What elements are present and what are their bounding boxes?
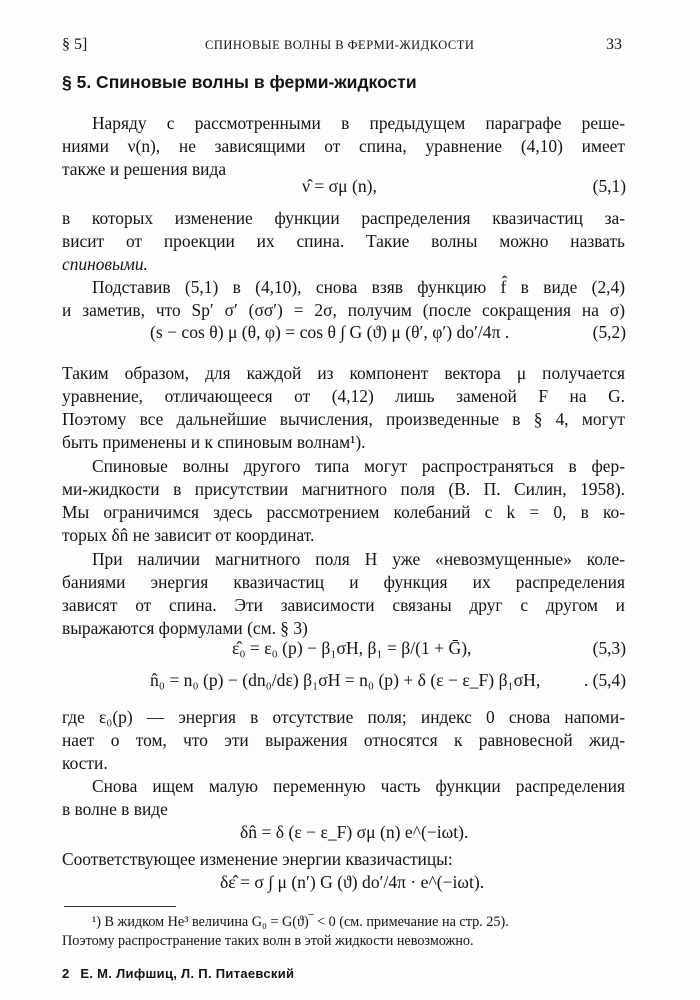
text-line: спиновыми. — [62, 254, 148, 274]
text-line: также и решения вида — [62, 159, 227, 179]
text-line: зависят от спина. Эти зависимости связаны друг с другом и — [62, 595, 625, 615]
text-line: висит от проекции их спина. Такие волны можно назвать — [62, 231, 625, 251]
equation-5-3: ε̂₀ = ε₀ (p) − β₁σH, β₁ = β/(1 + Ḡ), — [232, 638, 472, 658]
signature-number: 2 — [62, 966, 70, 981]
text-line: выражаются формулами (см. § 3) — [62, 618, 308, 638]
equation-delta-epsilon: δε̂ = σ ∫ μ (n′) G (ϑ) do′/4π · e^(−iωt). — [220, 872, 485, 892]
text-line: Соответствующее изменение энергии квазичастицы: — [62, 849, 453, 869]
text-line: ми-жидкости в присутствии магнитного поля (В. П. Силин, 1958). — [62, 479, 625, 499]
text-line: уравнение, отличающееся от (4,12) лишь заменой F на G. — [62, 386, 625, 406]
text-line: в волне в виде — [62, 799, 168, 819]
running-head-section: § 5] — [62, 36, 88, 53]
running-head-title: СПИНОВЫЕ ВОЛНЫ В ФЕРМИ-ЖИДКОСТИ — [205, 38, 475, 52]
equation-5-4: n̂₀ = n₀ (p) − (dn₀/dε) β₁σH = n₀ (p) + δ (ε − ε_F) β₁σH, — [150, 670, 541, 690]
text-line: и заметив, что Sp′ σ′ (σσ′) = 2σ, получим (после сокращения на σ) — [62, 300, 625, 320]
equation-5-1: ν̂ = σμ (n), — [302, 176, 377, 196]
text-line: кости. — [62, 753, 108, 773]
text-line: Мы ограничимся здесь рассмотрением колебаний с k = 0, в ко- — [62, 502, 625, 522]
signature-authors: Е. М. Лифшиц, Л. П. Питаевский — [80, 966, 295, 981]
equation-delta-n: δn̂ = δ (ε − ε_F) σμ (n) e^(−iωt). — [240, 822, 469, 842]
page-number: 33 — [606, 36, 622, 53]
text-line: Снова ищем малую переменную часть функции распределения — [92, 776, 625, 796]
signature-footer — [62, 966, 294, 981]
text-line: быть применены и к спиновым волнам¹). — [62, 432, 366, 452]
equation-number: (5,3) — [592, 638, 626, 658]
text-line: ниями ν(n), не зависящими от спина, уравнение (4,10) имеет — [62, 136, 625, 156]
text-line: При наличии магнитного поля H уже «невозмущенные» коле- — [92, 549, 625, 569]
equation-number: . (5,4) — [583, 670, 626, 690]
text-line: Таким образом, для каждой из компонент вектора μ получается — [62, 363, 625, 383]
equation-number: (5,2) — [592, 322, 626, 342]
equation-number: (5,1) — [592, 176, 626, 196]
equation-5-2: (s − cos θ) μ (θ, φ) = cos θ ∫ G (ϑ) μ (θ′, φ′) do′/4π . — [150, 322, 510, 342]
text-line: торых δn̂ не зависит от координат. — [62, 525, 315, 545]
text-line: Подставив (5,1) в (4,10), снова взяв функцию f̂ в виде (2,4) — [92, 277, 625, 297]
text-line: в которых изменение функции распределения квазичастиц за- — [62, 208, 625, 228]
text-line: баниями энергия квазичастиц и функция их распределения — [62, 572, 625, 592]
text-line: где ε₀(p) — энергия в отсутствие поля; индекс 0 снова напоми- — [62, 707, 625, 727]
footnote-line: ¹) В жидком He³ величина G₀ = G(ϑ)‾ < 0 (см. примечание на стр. 25). — [92, 914, 509, 930]
text-line: Наряду с рассмотренными в предыдущем параграфе реше- — [92, 113, 625, 133]
text-line: нает о том, что эти выражения относятся к равновесной жид- — [62, 730, 625, 750]
footnote-line: Поэтому распространение таких волн в этой жидкости невозможно. — [62, 933, 474, 949]
footnote-rule — [64, 906, 176, 907]
text-line: Поэтому все дальнейшие вычисления, произведенные в § 4, могут — [62, 409, 625, 429]
section-title: § 5. Спиновые волны в ферми-жидкости — [62, 72, 417, 92]
text-line: Спиновые волны другого типа могут распространяться в фер- — [92, 456, 625, 476]
